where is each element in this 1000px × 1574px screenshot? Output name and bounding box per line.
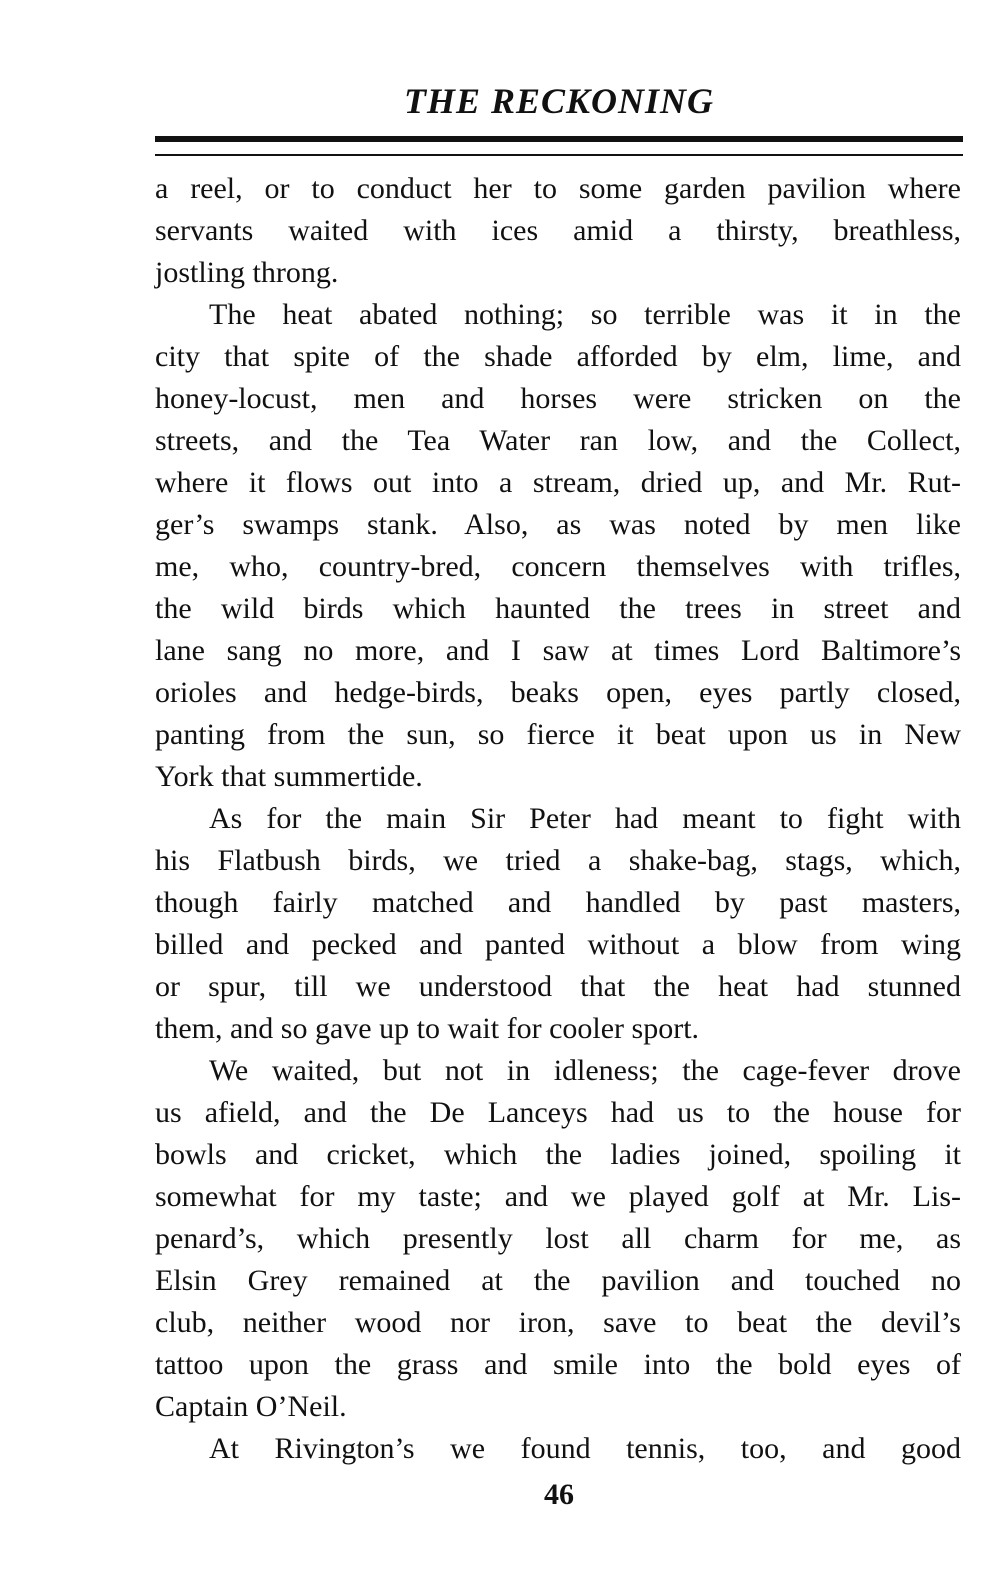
text-line: where it flows out into a stream, dried up, and Mr. Rut- — [155, 466, 961, 499]
text-line: At Rivington’s we found tennis, too, and good — [209, 1432, 961, 1465]
paragraph — [155, 294, 961, 798]
header-rule-thick — [155, 136, 963, 142]
text-line: Elsin Grey remained at the pavilion and touched no — [155, 1264, 961, 1297]
text-line: though fairly matched and handled by past masters, — [155, 886, 961, 919]
text-line: As for the main Sir Peter had meant to fight with — [209, 802, 961, 835]
paragraph — [155, 168, 961, 294]
text-line: penard’s, which presently lost all charm for me, as — [155, 1222, 961, 1255]
text-line: York that summertide. — [155, 760, 423, 793]
text-line: jostling throng. — [155, 256, 339, 289]
header-rule-thin — [155, 154, 963, 156]
text-line: orioles and hedge-birds, beaks open, eyes partly closed, — [155, 676, 961, 709]
body-text — [155, 168, 961, 1470]
text-line: a reel, or to conduct her to some garden pavilion where — [155, 172, 961, 205]
text-line: ger’s swamps stank. Also, as was noted by men like — [155, 508, 961, 541]
paragraph — [155, 798, 961, 1050]
text-line: his Flatbush birds, we tried a shake-bag, stags, which, — [155, 844, 961, 877]
text-line: us afield, and the De Lanceys had us to the house for — [155, 1096, 961, 1129]
text-line: We waited, but not in idleness; the cage-fever drove — [209, 1054, 961, 1087]
text-line: them, and so gave up to wait for cooler sport. — [155, 1012, 700, 1045]
paragraph — [155, 1428, 961, 1470]
text-line: Captain O’Neil. — [155, 1390, 347, 1423]
text-line: streets, and the Tea Water ran low, and the Collect, — [155, 424, 961, 457]
text-line: somewhat for my taste; and we played golf at Mr. Lis- — [155, 1180, 961, 1213]
text-line: or spur, till we understood that the heat had stunned — [155, 970, 961, 1003]
text-line: the wild birds which haunted the trees in street and — [155, 592, 961, 625]
paragraph — [155, 1050, 961, 1428]
text-line: city that spite of the shade afforded by elm, lime, and — [155, 340, 961, 373]
text-line: servants waited with ices amid a thirsty, breathless, — [155, 214, 961, 247]
text-line: tattoo upon the grass and smile into the bold eyes of — [155, 1348, 961, 1381]
text-line: bowls and cricket, which the ladies joined, spoiling it — [155, 1138, 961, 1171]
text-line: me, who, country-bred, concern themselves with trifles, — [155, 550, 961, 583]
running-title: THE RECKONING — [403, 81, 715, 121]
text-line: The heat abated nothing; so terrible was it in the — [209, 298, 961, 331]
text-line: panting from the sun, so fierce it beat upon us in New — [155, 718, 961, 751]
text-line: billed and pecked and panted without a blow from wing — [155, 928, 961, 961]
text-line: club, neither wood nor iron, save to beat the devil’s — [155, 1306, 961, 1339]
text-line: honey-locust, men and horses were stricken on the — [155, 382, 961, 415]
page-number: 46 — [544, 1478, 574, 1511]
text-line: lane sang no more, and I saw at times Lord Baltimore’s — [155, 634, 961, 667]
